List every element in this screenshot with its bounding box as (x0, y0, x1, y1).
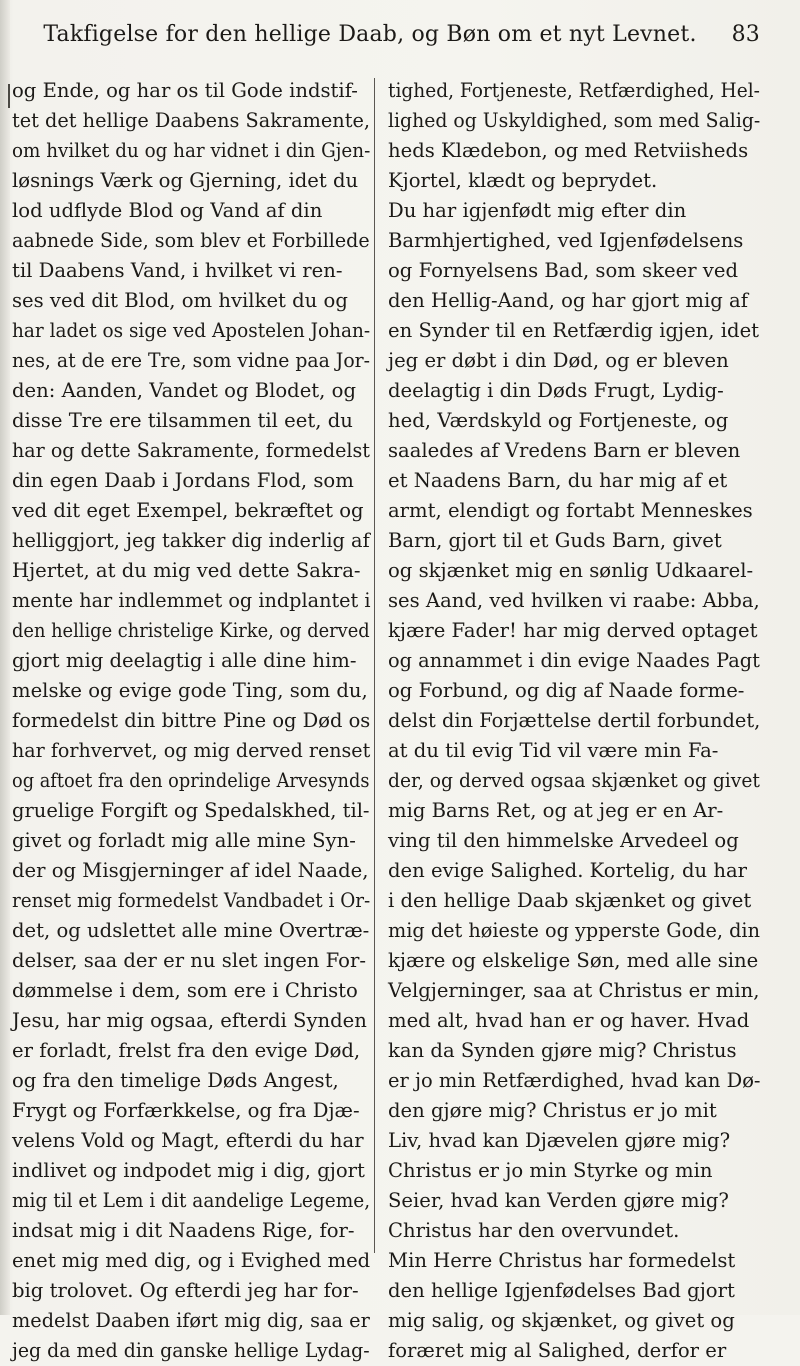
text-line: Velgjerninger, saa at Christus er min, (388, 979, 760, 1002)
text-line: tighed, Fortjeneste, Retfærdighed, Hel- (388, 79, 760, 102)
text-line: nes, at de ere Tre, som vidne paa Jor- (12, 349, 370, 372)
text-line: medelst Daaben iført mig dig, saa er (12, 1309, 370, 1332)
text-line: i den hellige Daab skjænket og givet (388, 889, 752, 912)
text-line: enet mig med dig, og i Evighed med (12, 1249, 371, 1272)
text-line: ved dit eget Exempel, bekræftet og (12, 499, 364, 522)
text-line: delser, saa der er nu slet ingen For- (12, 949, 366, 972)
text-line: mig det høieste og ypperste Gode, din (388, 919, 760, 942)
text-line: har ladet os sige ved Apostelen Johan- (12, 319, 371, 342)
text-line: foræret mig al Salighed, derfor er (388, 1339, 727, 1362)
running-title: Takfigelse for den hellige Daab, og Bøn om et nyt Levnet. (43, 22, 697, 47)
text-line: er jo min Retfærdighed, hvad kan Dø- (388, 1069, 761, 1092)
page-number: 83 (731, 22, 760, 47)
text-line: har og dette Sakramente, formedelst (12, 439, 370, 462)
text-line: og Forbund, og dig af Naade forme- (388, 679, 745, 702)
text-line: melske og evige gode Ting, som du, (12, 679, 368, 702)
text-line: kjære og elskelige Søn, med alle sine (388, 949, 759, 972)
text-line: Frygt og Forfærkkelse, og fra Djæ- (12, 1099, 360, 1122)
text-line: og aftoet fra den oprindelige Arvesynds (12, 769, 370, 792)
text-line: den gjøre mig? Christus er jo mit (388, 1099, 717, 1122)
text-line: en Synder til en Retfærdig igjen, idet (388, 319, 760, 342)
text-line: med alt, hvad han er og haver. Hvad (388, 1009, 750, 1032)
text-line: den hellige Igjenfødelses Bad gjort (388, 1279, 735, 1302)
text-line: og annammet i din evige Naades Pagt (388, 649, 760, 672)
text-line: har forhvervet, og mig derved renset (12, 739, 371, 762)
text-line: armt, elendigt og fortabt Menneskes (388, 499, 753, 522)
column-divider (374, 78, 375, 1253)
text-line: Barn, gjort til et Guds Barn, givet (388, 529, 722, 552)
text-line: den: Aanden, Vandet og Blodet, og (12, 379, 356, 402)
text-line: saaledes af Vredens Barn er bleven (388, 439, 741, 462)
text-line: er forladt, frelst fra den evige Død, (12, 1039, 361, 1062)
text-line: gjort mig deelagtig i alle dine him- (12, 649, 357, 672)
text-line: aabnede Side, som blev et Forbillede (12, 229, 370, 252)
page-header (30, 22, 760, 58)
text-line: Min Herre Christus har formedelst (388, 1249, 736, 1272)
left-column (12, 76, 370, 1366)
text-line: kan da Synden gjøre mig? Christus (388, 1039, 737, 1062)
text-line: til Daabens Vand, i hvilket vi ren- (12, 259, 343, 282)
text-line: ving til den himmelske Arvedeel og (388, 829, 739, 852)
text-line: om hvilket du og har vidnet i din Gjen- (12, 139, 371, 162)
text-line: jeg da med din ganske hellige Lydag- (12, 1339, 370, 1362)
text-line: ses ved dit Blod, om hvilket du og (12, 289, 348, 312)
text-line: helliggjort, jeg takker dig inderlig af (12, 529, 370, 552)
text-line: Du har igjenfødt mig efter din (388, 199, 687, 222)
text-line: tet det hellige Daabens Sakramente, (12, 109, 371, 132)
text-line: og Fornyelsens Bad, som skeer ved (388, 259, 739, 282)
text-line: disse Tre ere tilsammen til eet, du (12, 409, 353, 432)
text-line: Seier, hvad kan Verden gjøre mig? (388, 1189, 729, 1212)
text-line: den evige Salighed. Kortelig, du har (388, 859, 748, 882)
page-spine-shadow (0, 0, 10, 1315)
text-line: den Hellig-Aand, og har gjort mig af (388, 289, 748, 312)
text-line: big trolovet. Og efterdi jeg har for- (12, 1279, 359, 1302)
text-line: deelagtig i din Døds Frugt, Lydig- (388, 379, 724, 402)
text-line: lighed og Uskyldighed, som med Salig- (388, 109, 761, 132)
text-line: det, og udslettet alle mine Overtræ- (12, 919, 370, 942)
text-line: givet og forladt mig alle mine Syn- (12, 829, 356, 852)
text-line: at du til evig Tid vil være min Fa- (388, 739, 719, 762)
text-line: og Ende, og har os til Gode indstif- (12, 79, 358, 102)
text-line: gruelige Forgift og Spedalskhed, til- (12, 799, 370, 822)
text-line: og fra den timelige Døds Angest, (12, 1069, 339, 1092)
text-line: mig salig, og skjænket, og givet og (388, 1309, 735, 1332)
text-line: indlivet og indpodet mig i dig, gjort (12, 1159, 365, 1182)
text-line: jeg er døbt i din Død, og er bleven (388, 349, 729, 372)
margin-mark (8, 84, 10, 108)
text-line: Christus er jo min Styrke og min (388, 1159, 713, 1182)
text-line: heds Klædebon, og med Retviisheds (388, 139, 749, 162)
text-line: og skjænket mig en sønlig Udkaarel- (388, 559, 754, 582)
text-line: Christus har den overvundet. (388, 1219, 680, 1242)
text-line: der, og derved ogsaa skjænket og givet (388, 769, 760, 792)
text-line: mig Barns Ret, og at jeg er en Ar- (388, 799, 724, 822)
text-line: der og Misgjerninger af idel Naade, (12, 859, 369, 882)
text-line: delst din Forjættelse dertil forbundet, (388, 709, 761, 732)
text-line: mente har indlemmet og indplantet i (12, 589, 371, 612)
text-line: kjære Fader! har mig derved optaget (388, 619, 758, 642)
text-line: Kjortel, klædt og beprydet. (388, 169, 658, 192)
text-line: løsnings Værk og Gjerning, idet du (12, 169, 359, 192)
text-line: Barmhjertighed, ved Igjenfødelsens (388, 229, 744, 252)
text-line: ses Aand, ved hvilken vi raabe: Abba, (388, 589, 760, 612)
text-line: hed, Værdskyld og Fortjeneste, og (388, 409, 729, 432)
text-line: formedelst din bittre Pine og Død os (12, 709, 371, 732)
text-line: dømmelse i dem, som ere i Christo (12, 979, 358, 1002)
text-line: den hellige christelige Kirke, og derved (12, 619, 370, 642)
text-line: mig til et Lem i dit aandelige Legeme, (12, 1189, 371, 1212)
text-line: velens Vold og Magt, efterdi du har (12, 1129, 364, 1152)
text-line: din egen Daab i Jordans Flod, som (12, 469, 354, 492)
text-line: et Naadens Barn, du har mig af et (388, 469, 728, 492)
text-line: lod udflyde Blod og Vand af din (12, 199, 323, 222)
text-line: indsat mig i dit Naadens Rige, for- (12, 1219, 355, 1242)
text-line: Liv, hvad kan Djævelen gjøre mig? (388, 1129, 731, 1152)
right-column (388, 76, 760, 1366)
text-line: Jesu, har mig ogsaa, efterdi Synden (12, 1009, 367, 1032)
text-line: renset mig formedelst Vandbadet i Or- (12, 889, 371, 912)
text-line: Hjertet, at du mig ved dette Sakra- (12, 559, 361, 582)
